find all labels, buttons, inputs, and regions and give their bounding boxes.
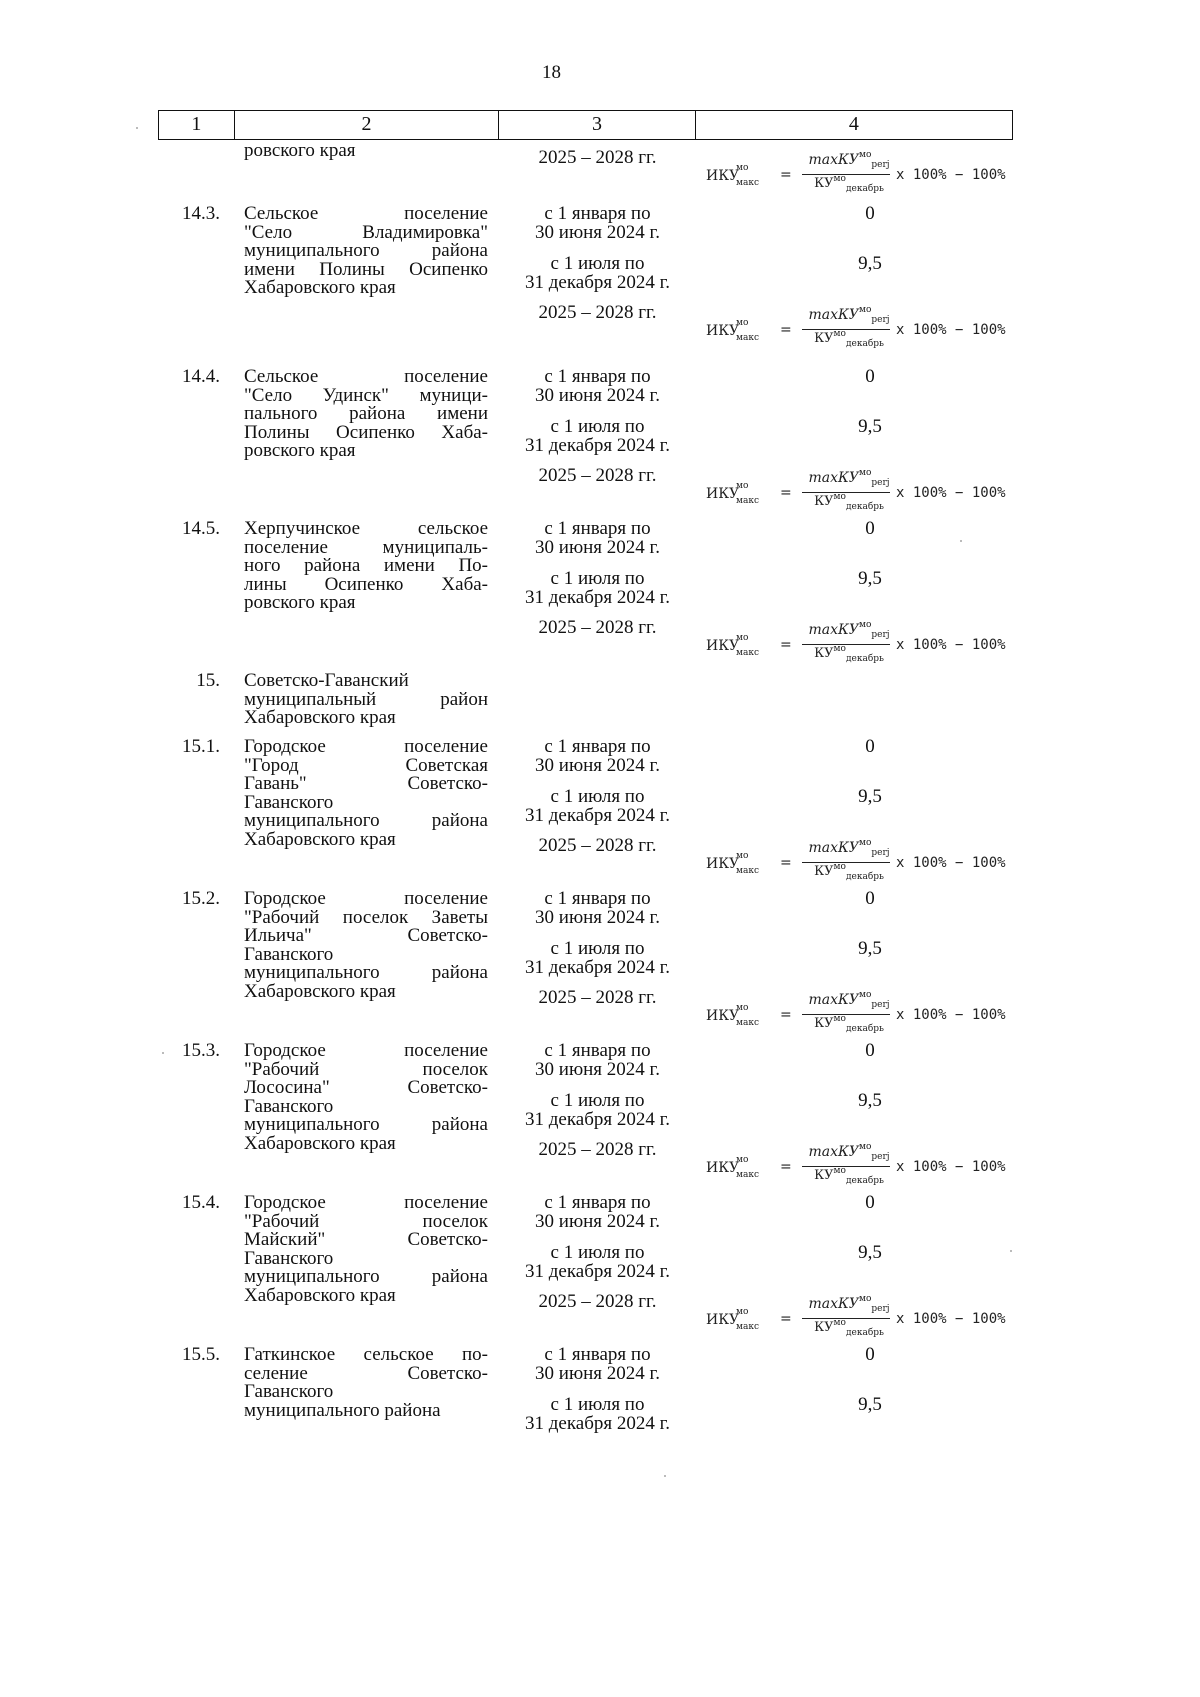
formula-ikumax (706, 620, 1036, 668)
formula-numerator-main: maxКУ (808, 992, 859, 1008)
formula-equals: = (780, 1007, 792, 1023)
formula-denominator (802, 1014, 896, 1034)
formula-denominator (802, 1318, 896, 1338)
formula-numerator (802, 470, 896, 486)
municipality-name-line: "Рабочий поселок Заветы (244, 906, 488, 928)
municipality-name-line: имени Полины Осипенко (244, 258, 488, 280)
period-cell (500, 738, 695, 775)
scan-speck (1010, 1250, 1012, 1252)
period-line: с 1 января по (544, 1040, 651, 1061)
period-cell (500, 520, 695, 557)
row-number: 15.3. (182, 1040, 220, 1061)
municipality-name-line: Гаванского (244, 1247, 334, 1269)
period-cell (500, 1092, 695, 1129)
municipality-name-line: "Рабочий поселок (244, 1058, 488, 1080)
formula-fraction-bar (802, 862, 890, 863)
formula-denominator-sup: мо (833, 1166, 846, 1176)
municipality-name-line: Хабаровского края (244, 707, 396, 728)
formula-equals: = (780, 1311, 792, 1327)
period-line: с 1 января по (544, 366, 651, 387)
row-number: 14.3. (182, 203, 220, 224)
municipality-name-line: Городское поселение (244, 888, 488, 909)
period-line: с 1 июля по (550, 253, 645, 274)
period-line: с 1 июля по (550, 568, 645, 589)
municipality-name-line: Гаванского (244, 791, 334, 813)
value-cell: 9,5 (858, 786, 882, 807)
formula-iku-symbol: ИКУ (706, 168, 740, 184)
row-number: 14.5. (182, 518, 220, 539)
formula-numerator-sub: perj (871, 630, 890, 640)
formula-iku-sup: мо (736, 1155, 749, 1165)
municipality-name-line: Лососина" Советско- (244, 1077, 488, 1098)
formula-denominator-sup: мо (833, 1014, 846, 1024)
formula-denominator-sub: декабрь (845, 1328, 884, 1338)
formula-denominator-sup: мо (833, 174, 846, 184)
period-cell (500, 1042, 695, 1079)
period-cell (500, 1293, 695, 1312)
formula-denominator-sup: мо (833, 492, 846, 502)
municipality-name-line: Полины Осипенко Хаба- (244, 421, 488, 443)
period-cell (500, 619, 695, 638)
period-line: 2025 – 2028 гг. (538, 1139, 657, 1160)
municipality-name-line: Хабаровского края (244, 277, 396, 298)
formula-numerator-main: maxКУ (808, 307, 859, 323)
formula-tail: x 100% − 100% (896, 1159, 1006, 1175)
formula-numerator-main: maxКУ (808, 1296, 859, 1312)
municipality-name-line: Ильича" Советско- (244, 925, 488, 946)
row-number: 15.5. (182, 1344, 220, 1365)
formula-ikumax (706, 305, 1036, 353)
formula-ikumax (706, 990, 1036, 1038)
page-number: 18 (542, 62, 561, 83)
formula-iku-sub: макс (736, 866, 760, 876)
formula-iku-symbol: ИКУ (706, 1312, 740, 1328)
period-cell (500, 1194, 695, 1231)
municipality-name (244, 520, 488, 613)
formula-ikumax (706, 150, 1036, 198)
formula-denominator-main: КУ (814, 1320, 834, 1335)
municipality-name-line: муниципальный район (244, 688, 488, 710)
period-line: с 1 января по (544, 1192, 651, 1213)
value-cell: 9,5 (858, 1242, 882, 1263)
formula-denominator-sup: мо (833, 329, 846, 339)
period-cell (500, 304, 695, 323)
period-line: 31 декабря 2024 г. (524, 956, 671, 978)
formula-equals: = (780, 485, 792, 501)
formula-iku-symbol: ИКУ (706, 486, 740, 502)
period-line: 2025 – 2028 гг. (538, 835, 657, 856)
municipality-name-line: Гаванского (244, 1381, 334, 1402)
period-line: 2025 – 2028 гг. (538, 147, 657, 168)
formula-numerator-sub: perj (871, 848, 890, 858)
municipality-name-line: Херпучинское сельское (244, 518, 488, 539)
formula-iku-sup: мо (736, 633, 749, 643)
scan-speck (136, 127, 138, 129)
formula-numerator-sup: мо (858, 990, 872, 1000)
formula-numerator-sub: perj (871, 160, 890, 170)
value-cell: 9,5 (858, 253, 882, 274)
municipality-name-line: муниципального района (244, 1266, 488, 1287)
formula-denominator-sub: декабрь (845, 1176, 884, 1186)
formula-iku-sub: макс (736, 1170, 760, 1180)
formula-equals: = (780, 855, 792, 871)
municipality-name-line: Хабаровского края (244, 1284, 396, 1306)
formula-equals: = (780, 322, 792, 338)
formula-tail: x 100% − 100% (896, 322, 1006, 338)
value-cell: 0 (865, 1192, 875, 1213)
municipality-name-line: Сельское поселение (244, 366, 488, 387)
formula-numerator-sub: perj (871, 315, 890, 325)
value-cell: 9,5 (858, 416, 882, 437)
formula-numerator-main: maxКУ (808, 1144, 859, 1160)
municipality-name-line: Майский" Советско- (244, 1229, 488, 1250)
municipality-name (244, 738, 488, 849)
municipality-name (244, 205, 488, 298)
period-line: 30 июня 2024 г. (535, 384, 660, 406)
formula-denominator-sup: мо (833, 644, 846, 654)
municipality-name-line: ровского края (244, 592, 356, 613)
period-cell (500, 205, 695, 242)
formula-numerator-main: maxКУ (808, 470, 859, 486)
formula-iku-sub: макс (736, 178, 760, 188)
value-cell: 9,5 (858, 1394, 882, 1415)
formula-tail: x 100% − 100% (896, 855, 1006, 871)
formula-iku-symbol: ИКУ (706, 856, 740, 872)
formula-numerator-sup: мо (858, 150, 872, 160)
formula-numerator-sup: мо (858, 468, 872, 478)
formula-numerator (802, 840, 896, 856)
municipality-name-line: Гаванского (244, 943, 334, 965)
formula-numerator-main: maxКУ (808, 622, 859, 638)
value-cell: 0 (865, 888, 875, 909)
municipality-name-line: Городское поселение (244, 736, 488, 757)
formula-equals: = (780, 1159, 792, 1175)
row-number: 14.4. (182, 366, 220, 387)
period-line: 31 декабря 2024 г. (524, 1108, 671, 1130)
formula-denominator-main: КУ (814, 176, 834, 191)
formula-numerator-main: maxКУ (808, 152, 859, 168)
formula-denominator (802, 862, 896, 882)
municipality-name-line: ровского края (244, 440, 356, 461)
period-line: 30 июня 2024 г. (535, 1210, 660, 1232)
period-line: 30 июня 2024 г. (535, 1058, 660, 1080)
header-cell-3: 3 (499, 111, 696, 139)
formula-tail: x 100% − 100% (896, 485, 1006, 501)
formula-iku-symbol: ИКУ (706, 1160, 740, 1176)
municipality-name-line: поселение муниципаль- (244, 536, 488, 558)
municipality-name-line: Советско-Гаванский (244, 670, 409, 691)
period-line: 31 декабря 2024 г. (524, 804, 671, 826)
municipality-name-line: "Село Удинск" муници- (244, 384, 488, 406)
municipality-name (244, 1194, 488, 1305)
municipality-name-line: Гаткинское сельское по- (244, 1344, 488, 1365)
formula-iku-sub: макс (736, 1322, 760, 1332)
municipality-name-line: муниципального района (244, 240, 488, 261)
scan-speck (664, 1475, 666, 1477)
formula-numerator (802, 622, 896, 638)
row-number: 15.4. (182, 1192, 220, 1213)
formula-denominator-main: КУ (814, 331, 834, 346)
period-line: 30 июня 2024 г. (535, 1362, 660, 1384)
period-cell (500, 1396, 695, 1433)
formula-fraction-bar (802, 1318, 890, 1319)
period-cell (500, 368, 695, 405)
municipality-name-line: Городское поселение (244, 1192, 488, 1213)
municipality-name-line: ровского края (244, 140, 356, 161)
period-cell (500, 1244, 695, 1281)
period-line: 2025 – 2028 гг. (538, 302, 657, 323)
formula-denominator (802, 1166, 896, 1186)
formula-iku-sup: мо (736, 851, 749, 861)
value-cell: 9,5 (858, 568, 882, 589)
municipality-name (244, 142, 488, 161)
municipality-name-line: Городское поселение (244, 1040, 488, 1061)
scan-speck (960, 540, 962, 542)
period-cell (500, 890, 695, 927)
formula-denominator-sub: декабрь (845, 654, 884, 664)
municipality-name-line: "Город Советская (244, 754, 488, 776)
formula-denominator-sub: декабрь (845, 502, 884, 512)
formula-numerator (802, 1296, 896, 1312)
period-line: с 1 июля по (550, 416, 645, 437)
formula-ikumax (706, 838, 1036, 886)
formula-denominator-sup: мо (833, 1318, 846, 1328)
formula-denominator (802, 492, 896, 512)
formula-denominator-main: КУ (814, 1016, 834, 1031)
formula-denominator-sub: декабрь (845, 872, 884, 882)
formula-iku-sup: мо (736, 318, 749, 328)
municipality-name-line: Гавань" Советско- (244, 773, 488, 794)
formula-denominator (802, 174, 896, 194)
formula-fraction-bar (802, 492, 890, 493)
formula-tail: x 100% − 100% (896, 637, 1006, 653)
period-line: с 1 января по (544, 888, 651, 909)
formula-ikumax (706, 468, 1036, 516)
municipality-name (244, 368, 488, 461)
scan-speck (162, 1052, 164, 1054)
formula-tail: x 100% − 100% (896, 167, 1006, 183)
value-cell: 0 (865, 366, 875, 387)
formula-ikumax (706, 1294, 1036, 1342)
period-cell (500, 1346, 695, 1383)
formula-numerator-sub: perj (871, 1304, 890, 1314)
municipality-name-line: ного района имени По- (244, 555, 488, 576)
period-line: 31 декабря 2024 г. (524, 586, 671, 608)
formula-iku-sub: макс (736, 648, 760, 658)
formula-denominator-sub: декабрь (845, 1024, 884, 1034)
formula-numerator-sup: мо (858, 838, 872, 848)
period-line: с 1 июля по (550, 1090, 645, 1111)
formula-fraction-bar (802, 1014, 890, 1015)
municipality-name-line: Хабаровского края (244, 980, 396, 1002)
period-line: 31 декабря 2024 г. (524, 1260, 671, 1282)
formula-iku-symbol: ИКУ (706, 323, 740, 339)
value-cell: 0 (865, 1344, 875, 1365)
municipality-name-line: селение Советско- (244, 1362, 488, 1384)
formula-numerator (802, 152, 896, 168)
row-number: 15.1. (182, 736, 220, 757)
municipality-name (244, 1346, 488, 1420)
municipality-name-line: муниципального района (244, 962, 488, 983)
formula-numerator-sub: perj (871, 478, 890, 488)
formula-fraction-bar (802, 1166, 890, 1167)
municipality-name-line: Хабаровского края (244, 1132, 396, 1154)
period-line: с 1 июля по (550, 786, 645, 807)
formula-denominator-sub: декабрь (845, 339, 884, 349)
period-cell (500, 467, 695, 486)
period-line: 31 декабря 2024 г. (524, 1412, 671, 1434)
value-cell: 0 (865, 518, 875, 539)
formula-numerator (802, 307, 896, 323)
value-cell: 0 (865, 203, 875, 224)
value-cell: 9,5 (858, 1090, 882, 1111)
formula-numerator-sub: perj (871, 1152, 890, 1162)
municipality-name-line: муниципального района (244, 1114, 488, 1135)
row-number: 15.2. (182, 888, 220, 909)
formula-iku-symbol: ИКУ (706, 1008, 740, 1024)
formula-tail: x 100% − 100% (896, 1311, 1006, 1327)
formula-iku-sup: мо (736, 1003, 749, 1013)
formula-numerator-sub: perj (871, 1000, 890, 1010)
period-line: с 1 января по (544, 736, 651, 757)
formula-denominator-sup: мо (833, 862, 846, 872)
formula-equals: = (780, 167, 792, 183)
municipality-name-line: "Село Владимировка" (244, 221, 488, 243)
period-cell (500, 837, 695, 856)
formula-denominator (802, 644, 896, 664)
formula-fraction-bar (802, 644, 890, 645)
formula-iku-sub: макс (736, 1018, 760, 1028)
header-cell-2: 2 (235, 111, 499, 139)
formula-denominator-sub: декабрь (845, 184, 884, 194)
formula-denominator-main: КУ (814, 646, 834, 661)
period-line: 31 декабря 2024 г. (524, 434, 671, 456)
formula-fraction-bar (802, 329, 890, 330)
formula-numerator (802, 1144, 896, 1160)
formula-iku-sup: мо (736, 481, 749, 491)
formula-tail: x 100% − 100% (896, 1007, 1006, 1023)
formula-iku-sub: макс (736, 333, 760, 343)
period-line: с 1 января по (544, 1344, 651, 1365)
municipality-name-line: Сельское поселение (244, 203, 488, 224)
formula-denominator-main: КУ (814, 1168, 834, 1183)
municipality-name (244, 672, 488, 728)
formula-equals: = (780, 637, 792, 653)
value-cell: 9,5 (858, 938, 882, 959)
formula-denominator-main: КУ (814, 864, 834, 879)
municipality-name-line: Гаванского (244, 1095, 334, 1117)
formula-denominator (802, 329, 896, 349)
value-cell: 0 (865, 736, 875, 757)
formula-numerator (802, 992, 896, 1008)
municipality-name-line: муниципального района (244, 1399, 441, 1421)
formula-iku-sub: макс (736, 496, 760, 506)
period-cell (500, 149, 695, 168)
municipality-name-line: Хабаровского края (244, 828, 396, 850)
header-cell-4: 4 (848, 113, 859, 135)
period-line: 31 декабря 2024 г. (524, 271, 671, 293)
header-cell-1: 1 (159, 111, 235, 139)
municipality-name-line: муниципального района (244, 810, 488, 831)
municipality-name-line: "Рабочий поселок (244, 1210, 488, 1232)
formula-ikumax (706, 1142, 1036, 1190)
period-cell (500, 570, 695, 607)
period-cell (500, 989, 695, 1008)
row-number: 15. (196, 670, 220, 691)
value-cell: 0 (865, 1040, 875, 1061)
formula-denominator-main: КУ (814, 494, 834, 509)
formula-fraction-bar (802, 174, 890, 175)
municipality-name-line: пального района имени (244, 403, 488, 424)
municipality-name (244, 890, 488, 1001)
period-line: 2025 – 2028 гг. (538, 617, 657, 638)
formula-iku-sup: мо (736, 163, 749, 173)
period-line: 2025 – 2028 гг. (538, 465, 657, 486)
period-line: 30 июня 2024 г. (535, 754, 660, 776)
municipality-name-line: лины Осипенко Хаба- (244, 573, 488, 595)
formula-numerator-sup: мо (858, 305, 872, 315)
formula-numerator-main: maxКУ (808, 840, 859, 856)
period-cell (500, 940, 695, 977)
period-line: 2025 – 2028 гг. (538, 987, 657, 1008)
period-cell (500, 788, 695, 825)
period-cell (500, 418, 695, 455)
period-line: 30 июня 2024 г. (535, 221, 660, 243)
formula-iku-symbol: ИКУ (706, 638, 740, 654)
municipality-name (244, 1042, 488, 1153)
period-line: с 1 января по (544, 203, 651, 224)
period-line: с 1 июля по (550, 938, 645, 959)
period-line: с 1 июля по (550, 1394, 645, 1415)
period-cell (500, 255, 695, 292)
period-cell (500, 1141, 695, 1160)
formula-numerator-sup: мо (858, 620, 872, 630)
period-line: 30 июня 2024 г. (535, 906, 660, 928)
period-line: 2025 – 2028 гг. (538, 1291, 657, 1312)
period-line: с 1 января по (544, 518, 651, 539)
period-line: 30 июня 2024 г. (535, 536, 660, 558)
formula-iku-sup: мо (736, 1307, 749, 1317)
formula-numerator-sup: мо (858, 1294, 872, 1304)
formula-numerator-sup: мо (858, 1142, 872, 1152)
period-line: с 1 июля по (550, 1242, 645, 1263)
